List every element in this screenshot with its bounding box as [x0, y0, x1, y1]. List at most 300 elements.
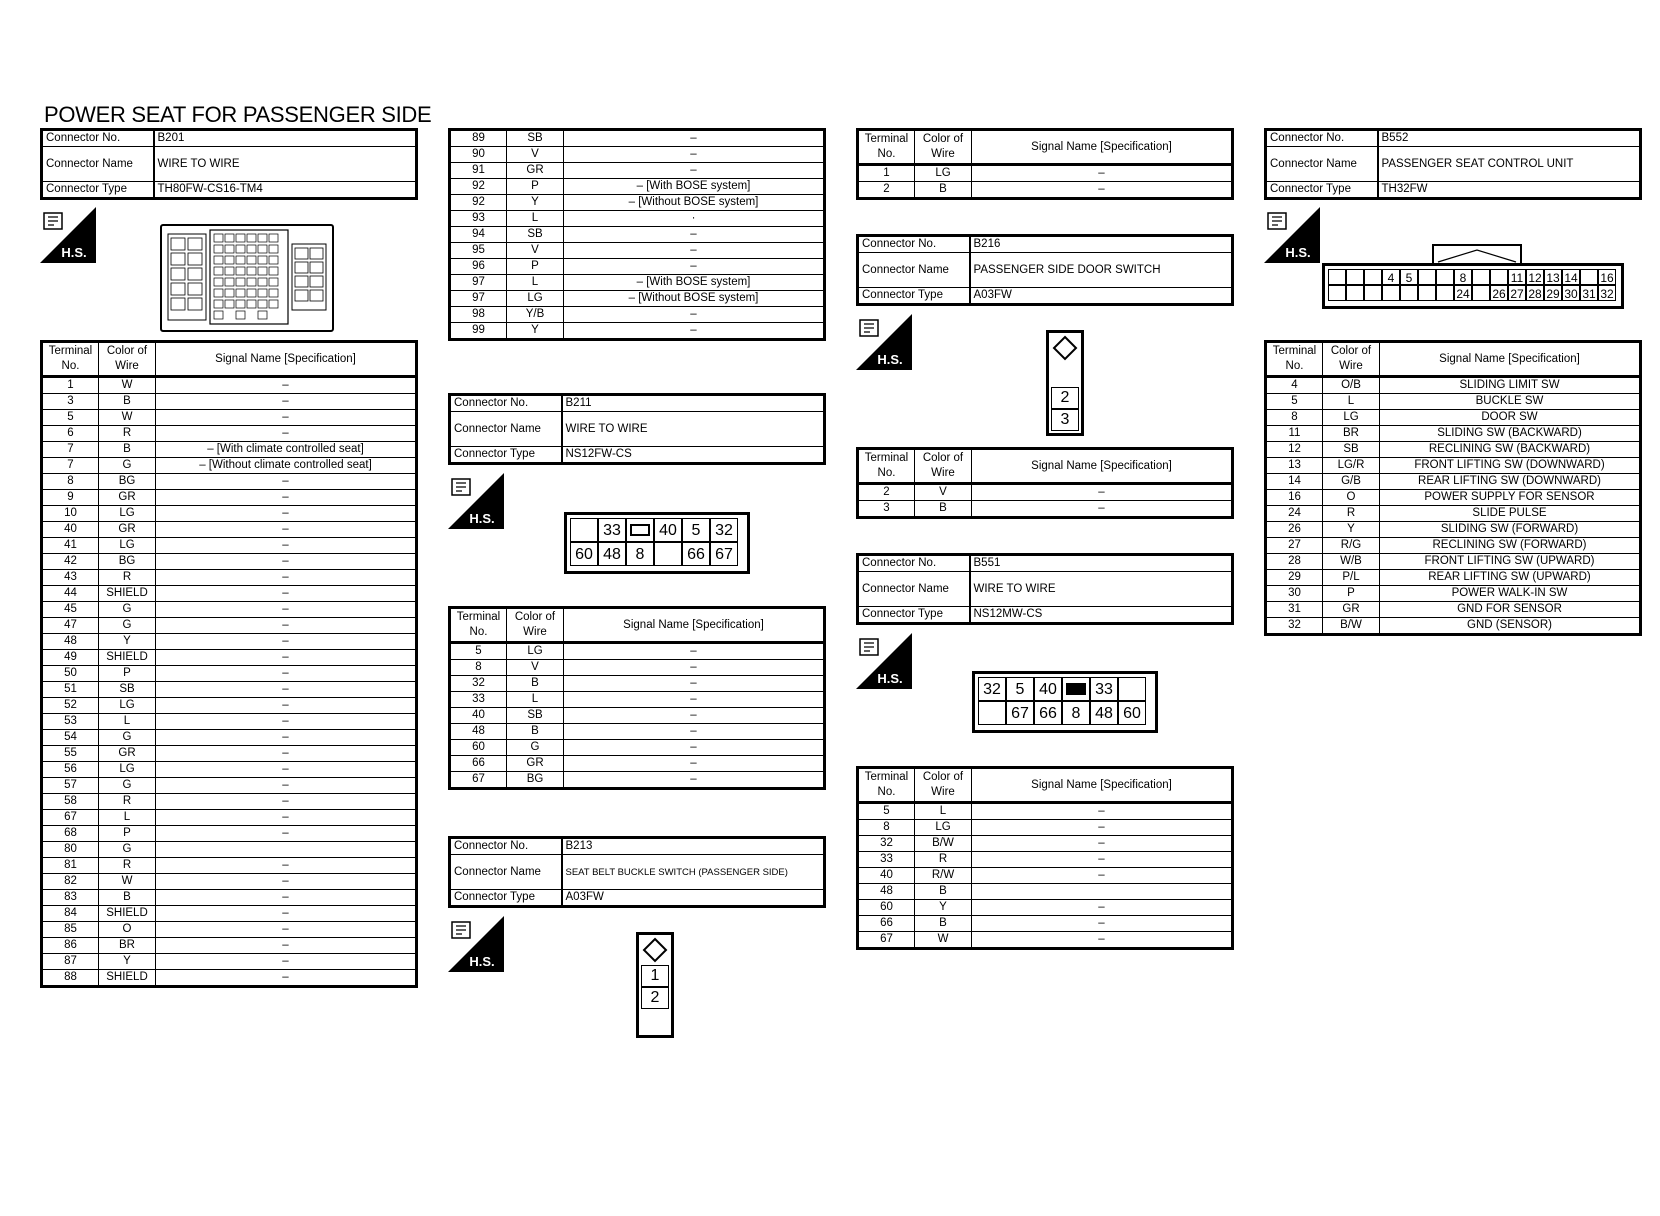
connector-no-label: Connector No.: [450, 395, 562, 412]
connector-name-label: Connector Name: [1266, 147, 1378, 182]
terminal-no-cell: 93: [450, 211, 507, 227]
table-row: [450, 130, 825, 147]
signal-name-cell: –: [156, 778, 417, 794]
connector-name-value: WIRE TO WIRE: [562, 412, 825, 447]
terminal-no-cell: 86: [42, 938, 99, 954]
terminal-no-cell: 66: [450, 756, 507, 772]
wire-color-cell: R/W: [915, 868, 972, 884]
signal-name-cell: –: [156, 506, 417, 522]
table-row: [42, 442, 417, 458]
pin: 14: [1562, 269, 1580, 285]
terminal-no-cell: 5: [450, 643, 507, 660]
pin: 5: [682, 518, 710, 542]
wire-color-cell: GR: [1323, 602, 1380, 618]
wire-color-cell: B: [915, 884, 972, 900]
table-row: [450, 676, 825, 692]
signal-name-cell: –: [156, 794, 417, 810]
pin: 32: [710, 518, 738, 542]
pin: [1418, 285, 1436, 301]
table-row: [858, 900, 1233, 916]
wire-color-cell: R: [99, 858, 156, 874]
terminal-no-header: Terminal No.: [42, 342, 99, 377]
wire-color-cell: B: [99, 394, 156, 410]
table-row: [450, 291, 825, 307]
wire-color-cell: W: [99, 377, 156, 394]
table-row: [42, 794, 417, 810]
b551-terminal-table: [856, 766, 1234, 950]
table-row: [858, 916, 1233, 932]
pin: 8: [1454, 269, 1472, 285]
color-of-wire-header: Color of Wire: [1323, 342, 1380, 377]
table-row: [42, 570, 417, 586]
wire-color-cell: LG/R: [1323, 458, 1380, 474]
wire-color-cell: Y: [99, 954, 156, 970]
table-row: [858, 884, 1233, 900]
wire-color-cell: V: [915, 484, 972, 501]
terminal-no-cell: 87: [42, 954, 99, 970]
wire-color-cell: Y/B: [507, 307, 564, 323]
signal-name-cell: –: [564, 708, 825, 724]
pin: 60: [1118, 701, 1146, 725]
terminal-no-cell: 2: [858, 484, 915, 501]
connector-type-label: Connector Type: [858, 607, 970, 624]
signal-name-cell: –: [156, 474, 417, 490]
terminal-no-cell: 51: [42, 682, 99, 698]
signal-name-cell: POWER WALK-IN SW: [1380, 586, 1641, 602]
pin: 11: [1508, 269, 1526, 285]
wire-color-cell: BR: [1323, 426, 1380, 442]
signal-name-cell: –: [156, 666, 417, 682]
connector-type-label: Connector Type: [858, 288, 970, 305]
pin: [1364, 285, 1382, 301]
table-row: [42, 474, 417, 490]
signal-name-cell: –: [564, 724, 825, 740]
wire-color-cell: L: [99, 810, 156, 826]
wire-color-cell: GR: [99, 522, 156, 538]
pin: [654, 542, 682, 566]
harness-side-icon: [1264, 207, 1320, 263]
pin: 1: [641, 965, 669, 987]
wire-color-cell: LG: [507, 643, 564, 660]
table-row: [42, 970, 417, 987]
wire-color-cell: B: [507, 676, 564, 692]
terminal-no-header: Terminal No.: [1266, 342, 1323, 377]
signal-name-cell: –: [972, 900, 1233, 916]
table-row: [1266, 586, 1641, 602]
terminal-no-cell: 7: [42, 442, 99, 458]
wire-color-cell: R: [915, 852, 972, 868]
connector-type-value: NS12FW-CS: [562, 447, 825, 464]
terminal-no-cell: 90: [450, 147, 507, 163]
wire-color-cell: W: [99, 874, 156, 890]
wire-color-cell: B: [915, 182, 972, 199]
table-row: [42, 842, 417, 858]
table-row: [858, 932, 1233, 949]
terminal-no-cell: 48: [858, 884, 915, 900]
hs-label: H.S.: [61, 245, 87, 260]
pin: 33: [598, 518, 626, 542]
terminal-no-cell: 9: [42, 490, 99, 506]
signal-name-cell: –: [156, 490, 417, 506]
terminal-no-cell: 42: [42, 554, 99, 570]
signal-name-cell: –: [156, 858, 417, 874]
terminal-no-cell: 60: [450, 740, 507, 756]
signal-name-cell: RECLINING SW (FORWARD): [1380, 538, 1641, 554]
terminal-no-cell: 48: [450, 724, 507, 740]
wire-color-cell: R: [99, 794, 156, 810]
terminal-no-cell: 8: [858, 820, 915, 836]
pin: 13: [1544, 269, 1562, 285]
signal-name-cell: –: [156, 746, 417, 762]
terminal-no-cell: 50: [42, 666, 99, 682]
wire-color-cell: P: [1323, 586, 1380, 602]
wire-color-cell: V: [507, 243, 564, 259]
connector-name-value: SEAT BELT BUCKLE SWITCH (PASSENGER SIDE): [562, 855, 825, 890]
pin: 26: [1490, 285, 1508, 301]
pin: [1346, 285, 1364, 301]
b552-connector-face: [1322, 263, 1624, 309]
color-of-wire-header: Color of Wire: [915, 130, 972, 165]
terminal-no-cell: 8: [1266, 410, 1323, 426]
terminal-no-cell: 55: [42, 746, 99, 762]
terminal-no-cell: 13: [1266, 458, 1323, 474]
signal-name-cell: BUCKLE SW: [1380, 394, 1641, 410]
wire-color-cell: O: [99, 922, 156, 938]
b201-terminal-table: [40, 340, 418, 988]
pin: 32: [1598, 285, 1616, 301]
signal-name-cell: –: [564, 307, 825, 323]
terminal-no-cell: 2: [858, 182, 915, 199]
hs-label: H.S.: [469, 511, 495, 526]
wire-color-cell: L: [915, 803, 972, 820]
signal-name-cell: –: [156, 538, 417, 554]
wire-color-cell: B: [915, 501, 972, 518]
table-row: [450, 772, 825, 789]
connector-type-value: TH32FW: [1378, 182, 1641, 199]
table-row: [42, 906, 417, 922]
signal-name-cell: FRONT LIFTING SW (DOWNWARD): [1380, 458, 1641, 474]
terminal-no-cell: 49: [42, 650, 99, 666]
terminal-no-cell: 60: [858, 900, 915, 916]
wire-color-cell: V: [507, 147, 564, 163]
signal-name-cell: [156, 842, 417, 858]
table-row: [450, 211, 825, 227]
wire-color-cell: P: [507, 179, 564, 195]
terminal-no-cell: 81: [42, 858, 99, 874]
signal-name-cell: SLIDING SW (FORWARD): [1380, 522, 1641, 538]
table-row: [1266, 554, 1641, 570]
harness-side-icon: [448, 473, 504, 529]
signal-name-cell: –: [564, 740, 825, 756]
signal-name-cell: –: [564, 243, 825, 259]
connector-name-label: Connector Name: [42, 147, 154, 182]
connector-no-label: Connector No.: [858, 555, 970, 572]
pin: 30: [1562, 285, 1580, 301]
wire-color-cell: GR: [507, 163, 564, 179]
signal-name-header: Signal Name [Specification]: [972, 130, 1233, 165]
table-row: [450, 643, 825, 660]
signal-name-cell: –: [564, 692, 825, 708]
table-row: [1266, 506, 1641, 522]
signal-name-cell: REAR LIFTING SW (UPWARD): [1380, 570, 1641, 586]
wire-color-cell: R: [1323, 506, 1380, 522]
terminal-no-cell: 80: [42, 842, 99, 858]
signal-name-cell: REAR LIFTING SW (DOWNWARD): [1380, 474, 1641, 490]
wire-color-cell: P: [99, 826, 156, 842]
table-row: [42, 698, 417, 714]
table-row: [858, 836, 1233, 852]
signal-name-cell: – [Without BOSE system]: [564, 291, 825, 307]
pin: [1580, 269, 1598, 285]
terminal-no-cell: 33: [450, 692, 507, 708]
signal-name-cell: –: [156, 714, 417, 730]
signal-name-cell: –: [156, 698, 417, 714]
pin: 2: [1051, 387, 1079, 409]
table-row: [42, 890, 417, 906]
terminal-no-cell: 8: [450, 660, 507, 676]
b211-terminal-table: [448, 606, 826, 790]
wire-color-cell: P: [99, 666, 156, 682]
wire-color-cell: SB: [507, 227, 564, 243]
table-row: [1266, 618, 1641, 635]
terminal-no-cell: 28: [1266, 554, 1323, 570]
color-of-wire-header: Color of Wire: [915, 768, 972, 803]
wire-color-cell: BR: [99, 938, 156, 954]
terminal-no-cell: 27: [1266, 538, 1323, 554]
table-row: [42, 682, 417, 698]
terminal-no-cell: 95: [450, 243, 507, 259]
table-row: [1266, 458, 1641, 474]
hs-label: H.S.: [877, 671, 903, 686]
terminal-no-cell: 91: [450, 163, 507, 179]
terminal-no-header: Terminal No.: [858, 449, 915, 484]
pin: [1400, 285, 1418, 301]
terminal-no-cell: 16: [1266, 490, 1323, 506]
signal-name-cell: –: [972, 868, 1233, 884]
b551-connector-info: [856, 553, 1234, 625]
color-of-wire-header: Color of Wire: [99, 342, 156, 377]
table-row: [42, 410, 417, 426]
signal-name-cell: –: [156, 938, 417, 954]
signal-name-cell: –: [156, 426, 417, 442]
table-row: [42, 954, 417, 970]
terminal-no-cell: 3: [858, 501, 915, 518]
connector-no-label: Connector No.: [42, 130, 154, 147]
connector-no-value: B551: [970, 555, 1233, 572]
terminal-no-cell: 97: [450, 275, 507, 291]
pin: [1364, 269, 1382, 285]
signal-name-cell: –: [156, 522, 417, 538]
signal-name-cell: –: [972, 165, 1233, 182]
pin: [1490, 269, 1508, 285]
terminal-no-cell: 67: [858, 932, 915, 949]
terminal-no-cell: 32: [450, 676, 507, 692]
terminal-no-cell: 96: [450, 259, 507, 275]
table-row: [42, 554, 417, 570]
terminal-no-cell: 7: [42, 458, 99, 474]
connector-name-value: WIRE TO WIRE: [154, 147, 417, 182]
wire-color-cell: LG: [99, 538, 156, 554]
terminal-no-cell: 5: [42, 410, 99, 426]
signal-name-cell: –: [156, 730, 417, 746]
b216-connector-info: [856, 234, 1234, 306]
connector-name-label: Connector Name: [450, 855, 562, 890]
table-row: [42, 714, 417, 730]
wire-color-cell: SB: [99, 682, 156, 698]
terminal-no-cell: 40: [858, 868, 915, 884]
terminal-no-cell: 85: [42, 922, 99, 938]
terminal-no-header: Terminal No.: [858, 130, 915, 165]
wire-color-cell: LG: [99, 762, 156, 778]
signal-name-cell: – [With BOSE system]: [564, 179, 825, 195]
table-row: [42, 746, 417, 762]
table-row: [1266, 490, 1641, 506]
signal-name-cell: –: [156, 970, 417, 987]
terminal-no-cell: 43: [42, 570, 99, 586]
signal-name-cell: GND (SENSOR): [1380, 618, 1641, 635]
table-row: [42, 858, 417, 874]
pin: 67: [710, 542, 738, 566]
terminal-no-cell: 29: [1266, 570, 1323, 586]
table-row: [42, 394, 417, 410]
terminal-no-cell: 1: [42, 377, 99, 394]
terminal-no-cell: 40: [450, 708, 507, 724]
connector-name-label: Connector Name: [858, 253, 970, 288]
pin: 48: [598, 542, 626, 566]
signal-name-cell: – [Without climate controlled seat]: [156, 458, 417, 474]
pin: 29: [1544, 285, 1562, 301]
wire-color-cell: B: [915, 916, 972, 932]
signal-name-cell: SLIDING LIMIT SW: [1380, 377, 1641, 394]
signal-name-cell: –: [972, 182, 1233, 199]
harness-side-icon: [40, 207, 96, 263]
table-row: [858, 484, 1233, 501]
table-row: [1266, 377, 1641, 394]
terminal-no-cell: 97: [450, 291, 507, 307]
wire-color-cell: Y: [507, 323, 564, 340]
terminal-no-cell: 10: [42, 506, 99, 522]
signal-name-cell: GND FOR SENSOR: [1380, 602, 1641, 618]
table-row: [450, 692, 825, 708]
harness-side-icon: [448, 916, 504, 972]
signal-name-cell: –: [972, 820, 1233, 836]
wire-color-cell: LG: [1323, 410, 1380, 426]
connector-type-label: Connector Type: [42, 182, 154, 199]
pin: 3: [1051, 409, 1079, 431]
lock-tab-icon: [630, 524, 650, 536]
terminal-no-cell: 66: [858, 916, 915, 932]
wire-color-cell: LG: [99, 506, 156, 522]
table-row: [450, 259, 825, 275]
wire-color-cell: L: [507, 275, 564, 291]
terminal-no-header: Terminal No.: [858, 768, 915, 803]
wire-color-cell: LG: [99, 698, 156, 714]
table-row: [42, 586, 417, 602]
table-row: [450, 147, 825, 163]
pin: 60: [570, 542, 598, 566]
pin: 67: [1006, 701, 1034, 725]
wire-color-cell: SHIELD: [99, 906, 156, 922]
signal-name-cell: –: [156, 586, 417, 602]
connector-no-label: Connector No.: [858, 236, 970, 253]
pin: [1436, 269, 1454, 285]
connector-name-label: Connector Name: [450, 412, 562, 447]
connector-name-label: Connector Name: [858, 572, 970, 607]
connector-no-value: B552: [1378, 130, 1641, 147]
terminal-no-cell: 32: [858, 836, 915, 852]
table-row: [42, 506, 417, 522]
signal-name-cell: –: [156, 954, 417, 970]
signal-name-cell: SLIDE PULSE: [1380, 506, 1641, 522]
terminal-no-cell: 30: [1266, 586, 1323, 602]
terminal-no-cell: 26: [1266, 522, 1323, 538]
wire-color-cell: BG: [99, 474, 156, 490]
wire-color-cell: G: [99, 602, 156, 618]
signal-name-cell: –: [156, 602, 417, 618]
terminal-no-cell: 53: [42, 714, 99, 730]
wire-color-cell: SHIELD: [99, 970, 156, 987]
table-row: [1266, 522, 1641, 538]
table-row: [42, 810, 417, 826]
table-row: [450, 195, 825, 211]
wire-color-cell: O: [1323, 490, 1380, 506]
terminal-no-cell: 32: [1266, 618, 1323, 635]
connector-no-value: B216: [970, 236, 1233, 253]
pin: 66: [682, 542, 710, 566]
terminal-no-cell: 99: [450, 323, 507, 340]
wire-color-cell: B: [99, 890, 156, 906]
wire-color-cell: L: [99, 714, 156, 730]
wire-color-cell: Y: [1323, 522, 1380, 538]
signal-name-header: Signal Name [Specification]: [156, 342, 417, 377]
wire-color-cell: W: [99, 410, 156, 426]
hs-label: H.S.: [469, 954, 495, 969]
wire-color-cell: G: [99, 778, 156, 794]
table-row: [42, 666, 417, 682]
terminal-no-cell: 67: [450, 772, 507, 789]
table-row: [1266, 426, 1641, 442]
b213-connector-face: [636, 932, 674, 1038]
terminal-no-cell: 83: [42, 890, 99, 906]
table-row: [1266, 442, 1641, 458]
signal-name-cell: –: [972, 932, 1233, 949]
signal-name-cell: –: [564, 130, 825, 147]
signal-name-cell: –: [564, 147, 825, 163]
table-row: [42, 730, 417, 746]
wire-color-cell: B/W: [915, 836, 972, 852]
pin: 2: [641, 987, 669, 1009]
hs-label: H.S.: [1285, 245, 1311, 260]
b201-connector-info: [40, 128, 418, 200]
wire-color-cell: G: [99, 730, 156, 746]
signal-name-cell: –: [564, 643, 825, 660]
page-title: POWER SEAT FOR PASSENGER SIDE: [44, 102, 432, 127]
terminal-no-cell: 31: [1266, 602, 1323, 618]
wire-color-cell: G: [99, 618, 156, 634]
terminal-no-cell: 11: [1266, 426, 1323, 442]
pin: 12: [1526, 269, 1544, 285]
wire-color-cell: B: [99, 442, 156, 458]
table-row: [450, 756, 825, 772]
table-row: [42, 426, 417, 442]
b211-connector-info: [448, 393, 826, 465]
signal-name-cell: –: [972, 484, 1233, 501]
table-row: [42, 458, 417, 474]
wire-color-cell: Y: [507, 195, 564, 211]
wire-color-cell: SB: [507, 130, 564, 147]
terminal-no-cell: 41: [42, 538, 99, 554]
terminal-no-cell: 40: [42, 522, 99, 538]
